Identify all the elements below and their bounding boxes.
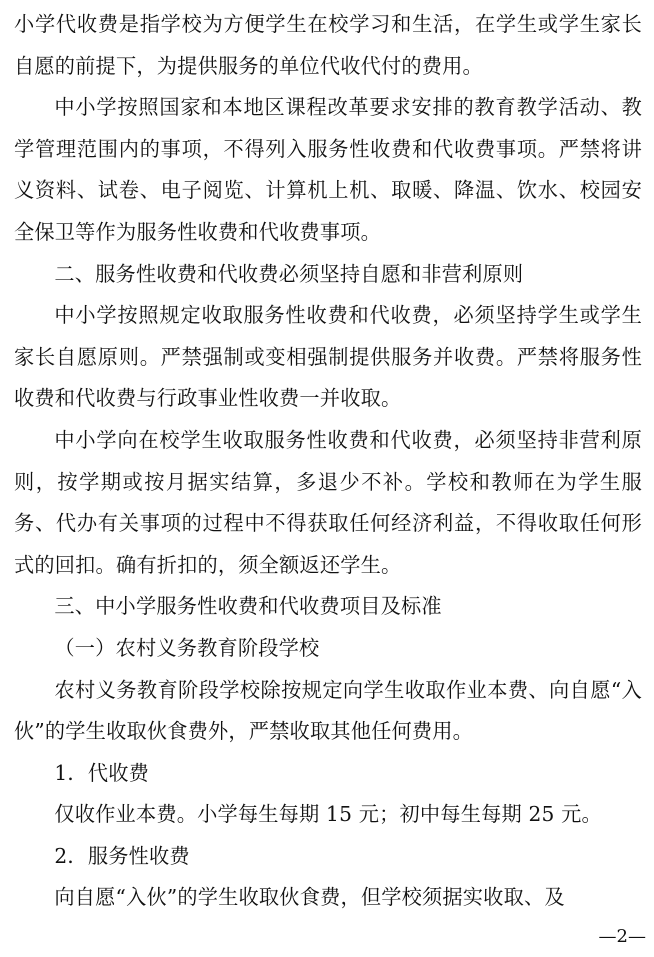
paragraph-1: 小学代收费是指学校为方便学生在校学习和生活，在学生或学生家长自愿的前提下，为提供服务的单位代收代付的费用。: [14, 12, 642, 78]
paragraph-2: 中小学按照国家和本地区课程改革要求安排的教育教学活动、教学管理范围内的事项，不得列入服务性收费和代收费事项。严禁将讲义资料、试卷、电子阅览、计算机上机、取暖、降温、饮水、校园安全保卫等作为服务性收费和代收费事项。: [14, 95, 642, 244]
document-page: [14, 4, 642, 919]
page-number: —2—: [598, 926, 646, 947]
section-heading-2: 二、服务性收费和代收费必须坚持自愿和非营利原则: [54, 261, 524, 286]
item-heading-1: 1．代收费: [54, 760, 149, 785]
item-heading-2: 2．服务性收费: [54, 843, 190, 868]
paragraph-5: 农村义务教育阶段学校除按规定向学生收取作业本费、向自愿“入伙”的学生收取伙食费外，严禁收取其他任何费用。: [14, 677, 642, 744]
section-heading-3: 三、中小学服务性收费和代收费项目及标准: [54, 594, 442, 619]
paragraph-3: 中小学按照规定收取服务性收费和代收费，必须坚持学生或学生家长自愿原则。严禁强制或变相强制提供服务并收费。严禁将服务性收费和代收费与行政事业性收费一并收取。: [14, 303, 642, 411]
paragraph-4: 中小学向在校学生收取服务性收费和代收费，必须坚持非营利原则，按学期或按月据实结算，多退少不补。学校和教师在为学生服务、代办有关事项的过程中不得获取任何经济利益，不得收取任何形式的回扣。确有折扣的，须全额返还学生。: [14, 427, 642, 577]
paragraph-6: 仅收作业本费。小学每生每期 15 元；初中每生每期 25 元。: [54, 802, 602, 827]
subsection-heading-1: （一）农村义务教育阶段学校: [54, 635, 320, 660]
paragraph-7: 向自愿“入伙”的学生收取伙食费，但学校须据实收取、及: [54, 885, 565, 910]
